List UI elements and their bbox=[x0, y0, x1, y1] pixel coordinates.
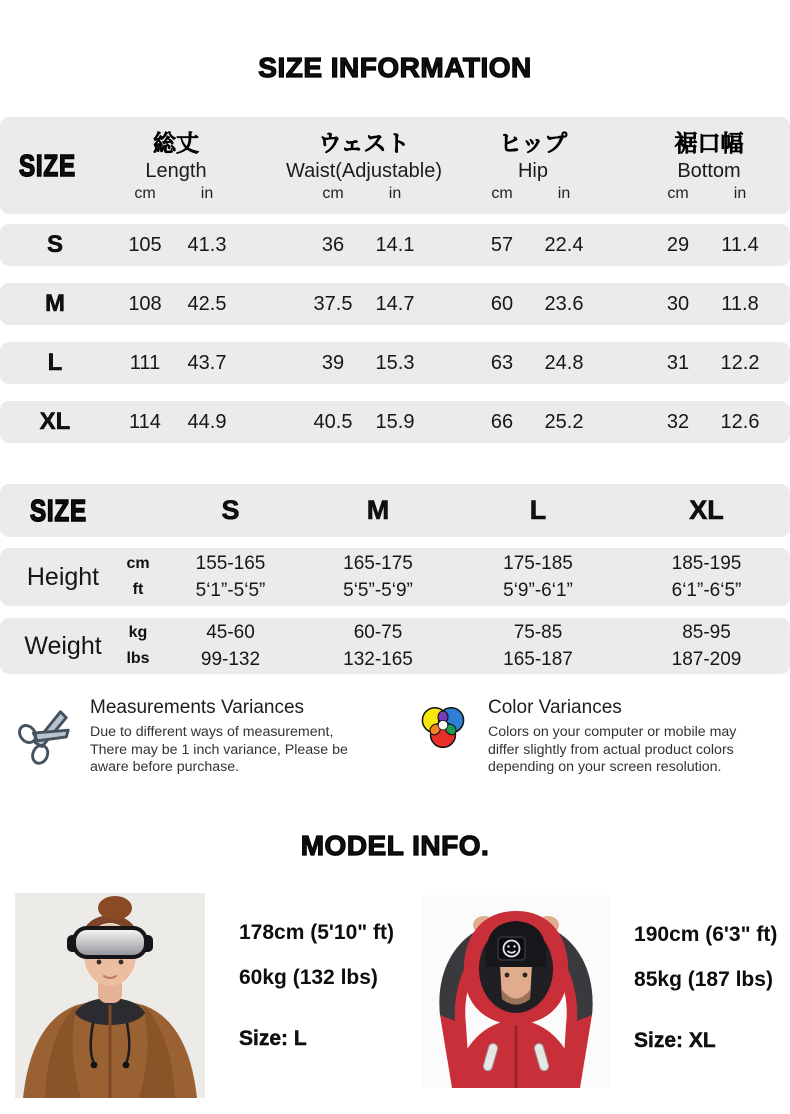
row-label-xl: XL bbox=[39, 408, 71, 435]
weight-xl-kg: 85-95 bbox=[682, 622, 731, 643]
variance-notes bbox=[0, 696, 790, 777]
measurements-variances-title: Measurements Variances bbox=[90, 697, 305, 718]
length-label-jp: 総丈 bbox=[153, 129, 199, 156]
height-l-cm: 175-185 bbox=[503, 553, 573, 574]
row-label-m: M bbox=[45, 290, 65, 317]
fit-table-corner bbox=[0, 493, 118, 529]
color-variances-text bbox=[488, 724, 736, 777]
weight-cell-xl bbox=[623, 619, 790, 673]
fit-row-weight bbox=[0, 618, 790, 674]
scissors-icon bbox=[14, 696, 76, 777]
s-length-in: 41.3 bbox=[187, 233, 227, 256]
column-group-waist bbox=[286, 128, 442, 204]
table-row-size-xl bbox=[0, 401, 790, 443]
hip-label-en: Hip bbox=[517, 159, 548, 182]
measurements-variances-note bbox=[14, 696, 412, 777]
length-unit-in: in bbox=[200, 184, 214, 202]
color-variances-title: Color Variances bbox=[488, 697, 622, 718]
weight-unit-kg: kg bbox=[128, 624, 148, 641]
height-cell-l bbox=[453, 550, 623, 604]
bottom-label-en: Bottom bbox=[677, 159, 741, 182]
m-hip-cm: 60 bbox=[490, 292, 514, 315]
height-s-cm: 155-165 bbox=[195, 553, 266, 574]
weight-cell-l bbox=[453, 619, 623, 673]
xl-bottom-cm: 32 bbox=[666, 410, 690, 433]
l-hip-cm: 63 bbox=[490, 351, 514, 374]
model-block-male bbox=[422, 893, 777, 1103]
height-cell-m bbox=[303, 550, 453, 604]
weight-cell-s bbox=[158, 619, 303, 673]
fit-col-xl: XL bbox=[689, 495, 724, 525]
m-bottom-cm: 30 bbox=[666, 292, 690, 315]
height-m-ft: 5‘5”-5‘9” bbox=[343, 580, 413, 601]
page-title: SIZE INFORMATION bbox=[258, 52, 532, 83]
m-length-cm: 108 bbox=[128, 292, 162, 315]
model-info-title: MODEL INFO. bbox=[300, 829, 490, 861]
fit-table-header bbox=[0, 484, 790, 537]
waist-label-en: Waist(Adjustable) bbox=[286, 159, 442, 182]
height-xl-ft: 6‘1”-6‘5” bbox=[671, 580, 742, 601]
xl-hip-cm: 66 bbox=[490, 410, 514, 433]
model-photo-male bbox=[422, 895, 610, 1103]
fit-col-l: L bbox=[529, 495, 547, 525]
note-line: depending on your screen resolution. bbox=[488, 759, 722, 776]
model-height: 190cm (6'3" ft) bbox=[634, 922, 778, 946]
height-l-ft: 5‘9”-6‘1” bbox=[503, 580, 573, 601]
bottom-unit-cm: cm bbox=[667, 184, 689, 202]
note-line: Due to different ways of measurement, bbox=[90, 724, 334, 740]
weight-l-kg: 75-85 bbox=[513, 622, 563, 643]
m-hip-in: 23.6 bbox=[544, 292, 584, 315]
model-stats-female bbox=[239, 893, 394, 1103]
table-row-size-m bbox=[0, 283, 790, 325]
xl-hip-in: 25.2 bbox=[544, 410, 584, 433]
xl-bottom-in: 12.6 bbox=[720, 410, 760, 433]
l-waist-cm: 39 bbox=[321, 351, 345, 374]
waist-unit-cm: cm bbox=[322, 184, 344, 202]
waist-unit-in: in bbox=[388, 184, 402, 202]
l-hip-in: 24.8 bbox=[544, 351, 584, 374]
size-table-header bbox=[0, 117, 790, 214]
row-label-s: S bbox=[46, 231, 63, 258]
size-table-corner bbox=[0, 148, 110, 184]
height-xl-cm: 185-195 bbox=[671, 553, 742, 574]
xl-waist-cm: 40.5 bbox=[313, 410, 353, 433]
model-stats-male bbox=[634, 893, 777, 1103]
l-waist-in: 15.3 bbox=[375, 351, 415, 374]
l-bottom-in: 12.2 bbox=[720, 351, 760, 374]
height-label: Height bbox=[26, 562, 100, 591]
model-size: Size: L bbox=[239, 1026, 307, 1050]
height-unit-cm: cm bbox=[126, 555, 150, 572]
fit-row-height bbox=[0, 548, 790, 606]
height-unit-ft: ft bbox=[132, 581, 144, 598]
model-block-female bbox=[15, 893, 394, 1103]
color-variances-note bbox=[412, 696, 736, 777]
table-row-size-l bbox=[0, 342, 790, 384]
height-m-cm: 165-175 bbox=[343, 553, 413, 574]
fit-col-m: M bbox=[366, 495, 390, 525]
fit-corner-label: SIZE bbox=[30, 492, 87, 528]
s-bottom-cm: 29 bbox=[666, 233, 690, 256]
l-bottom-cm: 31 bbox=[666, 351, 690, 374]
hip-unit-cm: cm bbox=[491, 184, 513, 202]
height-cell-s bbox=[158, 550, 303, 604]
hip-unit-in: in bbox=[557, 184, 571, 202]
bottom-unit-in: in bbox=[733, 184, 747, 202]
note-line: Colors on your computer or mobile may bbox=[488, 724, 737, 740]
m-waist-cm: 37.5 bbox=[313, 292, 353, 315]
weight-m-kg: 60-75 bbox=[353, 622, 403, 643]
weight-s-kg: 45-60 bbox=[206, 622, 255, 643]
m-length-in: 42.5 bbox=[187, 292, 227, 315]
height-s-ft: 5‘1”-5‘5” bbox=[195, 580, 266, 601]
bottom-label-jp: 裾口幅 bbox=[674, 129, 744, 156]
table-row-size-s bbox=[0, 224, 790, 266]
s-length-cm: 105 bbox=[128, 233, 162, 256]
waist-label-jp: ウェスト bbox=[318, 129, 410, 156]
xl-length-cm: 114 bbox=[129, 410, 161, 433]
hip-label-jp: ヒップ bbox=[498, 129, 568, 156]
column-group-length bbox=[114, 128, 238, 204]
model-height: 178cm (5'10" ft) bbox=[239, 920, 395, 944]
weight-unit-lbs: lbs bbox=[126, 650, 150, 667]
s-hip-cm: 57 bbox=[490, 233, 514, 256]
length-unit-cm: cm bbox=[134, 184, 156, 202]
measurements-variances-text bbox=[90, 724, 348, 777]
weight-s-lbs: 99-132 bbox=[200, 649, 261, 670]
length-label-en: Length bbox=[145, 159, 207, 182]
s-bottom-in: 11.4 bbox=[721, 233, 759, 256]
note-line: There may be 1 inch variance, Please be bbox=[90, 741, 348, 758]
model-weight: 85kg (187 lbs) bbox=[634, 967, 773, 991]
l-length-in: 43.7 bbox=[187, 351, 227, 374]
weight-xl-lbs: 187-209 bbox=[671, 649, 742, 670]
note-line: aware before purchase. bbox=[90, 759, 240, 776]
note-line: differ slightly from actual product colors bbox=[488, 741, 734, 758]
size-corner-label: SIZE bbox=[18, 147, 76, 183]
weight-m-lbs: 132-165 bbox=[343, 649, 413, 670]
fit-col-s: S bbox=[221, 495, 240, 525]
s-waist-cm: 36 bbox=[321, 233, 345, 256]
weight-cell-m bbox=[303, 619, 453, 673]
m-bottom-in: 11.8 bbox=[721, 292, 759, 315]
weight-l-lbs: 165-187 bbox=[503, 649, 573, 670]
model-weight: 60kg (132 lbs) bbox=[239, 965, 378, 989]
s-waist-in: 14.1 bbox=[375, 233, 415, 256]
l-length-cm: 111 bbox=[129, 351, 161, 374]
m-waist-in: 14.7 bbox=[375, 292, 415, 315]
model-photo-female bbox=[15, 893, 205, 1103]
model-info-section bbox=[0, 893, 790, 1103]
model-size: Size: XL bbox=[634, 1028, 716, 1052]
xl-length-in: 44.9 bbox=[187, 410, 227, 433]
xl-waist-in: 15.9 bbox=[375, 410, 415, 433]
height-cell-xl bbox=[623, 550, 790, 604]
s-hip-in: 22.4 bbox=[544, 233, 584, 256]
row-label-l: L bbox=[47, 349, 63, 376]
color-venn-icon bbox=[412, 696, 474, 777]
column-group-bottom bbox=[647, 128, 771, 204]
weight-label: Weight bbox=[24, 631, 102, 660]
column-group-hip bbox=[471, 128, 595, 204]
